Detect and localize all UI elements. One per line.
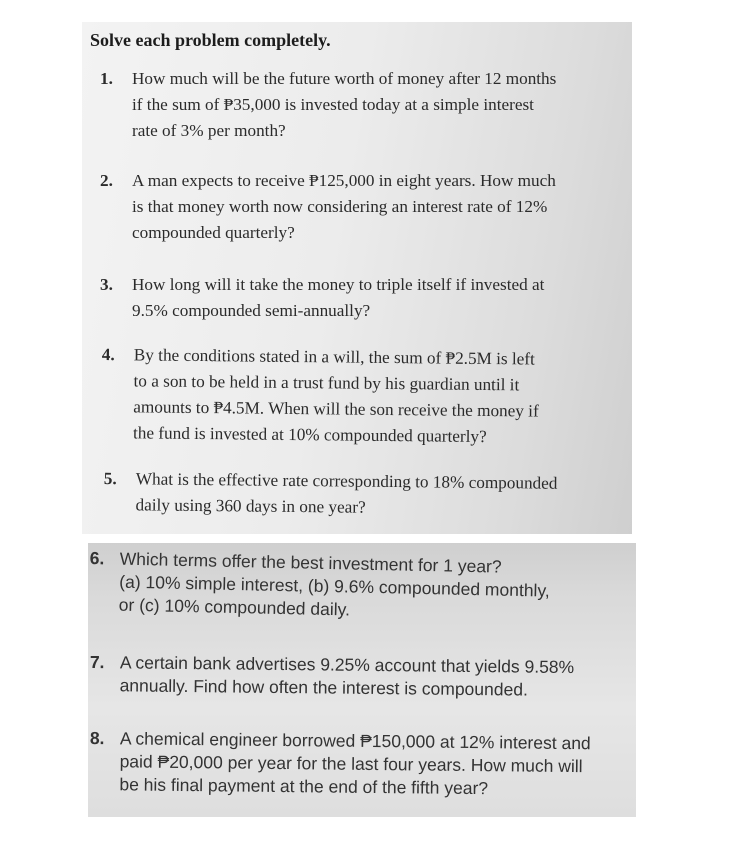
problem-line: How long will it take the money to triple itself if invested at bbox=[132, 275, 545, 294]
problem-line: A chemical engineer borrowed ₱150,000 at 12% interest and bbox=[119, 728, 591, 754]
problem-number: 6. bbox=[89, 547, 105, 569]
problem-number: 2. bbox=[100, 171, 113, 190]
problem-line: amounts to ₱4.5M. When will the son receive the money if bbox=[133, 397, 539, 421]
problem-line: rate of 3% per month? bbox=[132, 121, 286, 140]
top-photo bbox=[82, 22, 632, 534]
problem-number: 3. bbox=[100, 275, 113, 294]
problem-line: daily using 360 days in one year? bbox=[135, 495, 366, 517]
problem-line: is that money worth now considering an interest rate of 12% bbox=[132, 197, 548, 216]
problem-line: compounded quarterly? bbox=[132, 223, 295, 242]
problem-line: if the sum of ₱35,000 is invested today at a simple interest bbox=[132, 95, 534, 114]
problem-number: 1. bbox=[100, 69, 113, 88]
problem-line: the fund is invested at 10% compounded quarterly? bbox=[132, 423, 487, 447]
problem-line: A man expects to receive ₱125,000 in eight years. How much bbox=[132, 171, 556, 190]
problem-line: (a) 10% simple interest, (b) 9.6% compounded monthly, bbox=[119, 571, 550, 601]
problem-number: 4. bbox=[101, 344, 115, 365]
problem-line: By the conditions stated in a will, the sum of ₱2.5M is left bbox=[133, 345, 535, 369]
problem-line: to a son to be held in a trust fund by his guardian until it bbox=[133, 371, 520, 395]
problem-line: 9.5% compounded semi-annually? bbox=[132, 301, 371, 320]
problem-number: 7. bbox=[89, 651, 105, 673]
problem-line: paid ₱20,000 per year for the last four years. How much will bbox=[119, 751, 583, 777]
problem-number: 8. bbox=[89, 727, 105, 749]
problem-number: 5. bbox=[103, 468, 117, 489]
problem-line: annually. Find how often the interest is compounded. bbox=[119, 675, 528, 700]
problem-line: What is the effective rate corresponding to 18% compounded bbox=[135, 469, 558, 493]
problem-line: or (c) 10% compounded daily. bbox=[118, 594, 351, 620]
problem-line: How much will be the future worth of money after 12 months bbox=[132, 69, 557, 88]
problem-line: be his final payment at the end of the fifth year? bbox=[119, 774, 489, 799]
problem-line: Which terms offer the best investment for 1 year? bbox=[119, 548, 502, 577]
page-heading: Solve each problem completely. bbox=[90, 30, 331, 50]
problem-line: A certain bank advertises 9.25% account that yields 9.58% bbox=[119, 652, 575, 678]
bottom-photo bbox=[88, 543, 636, 817]
